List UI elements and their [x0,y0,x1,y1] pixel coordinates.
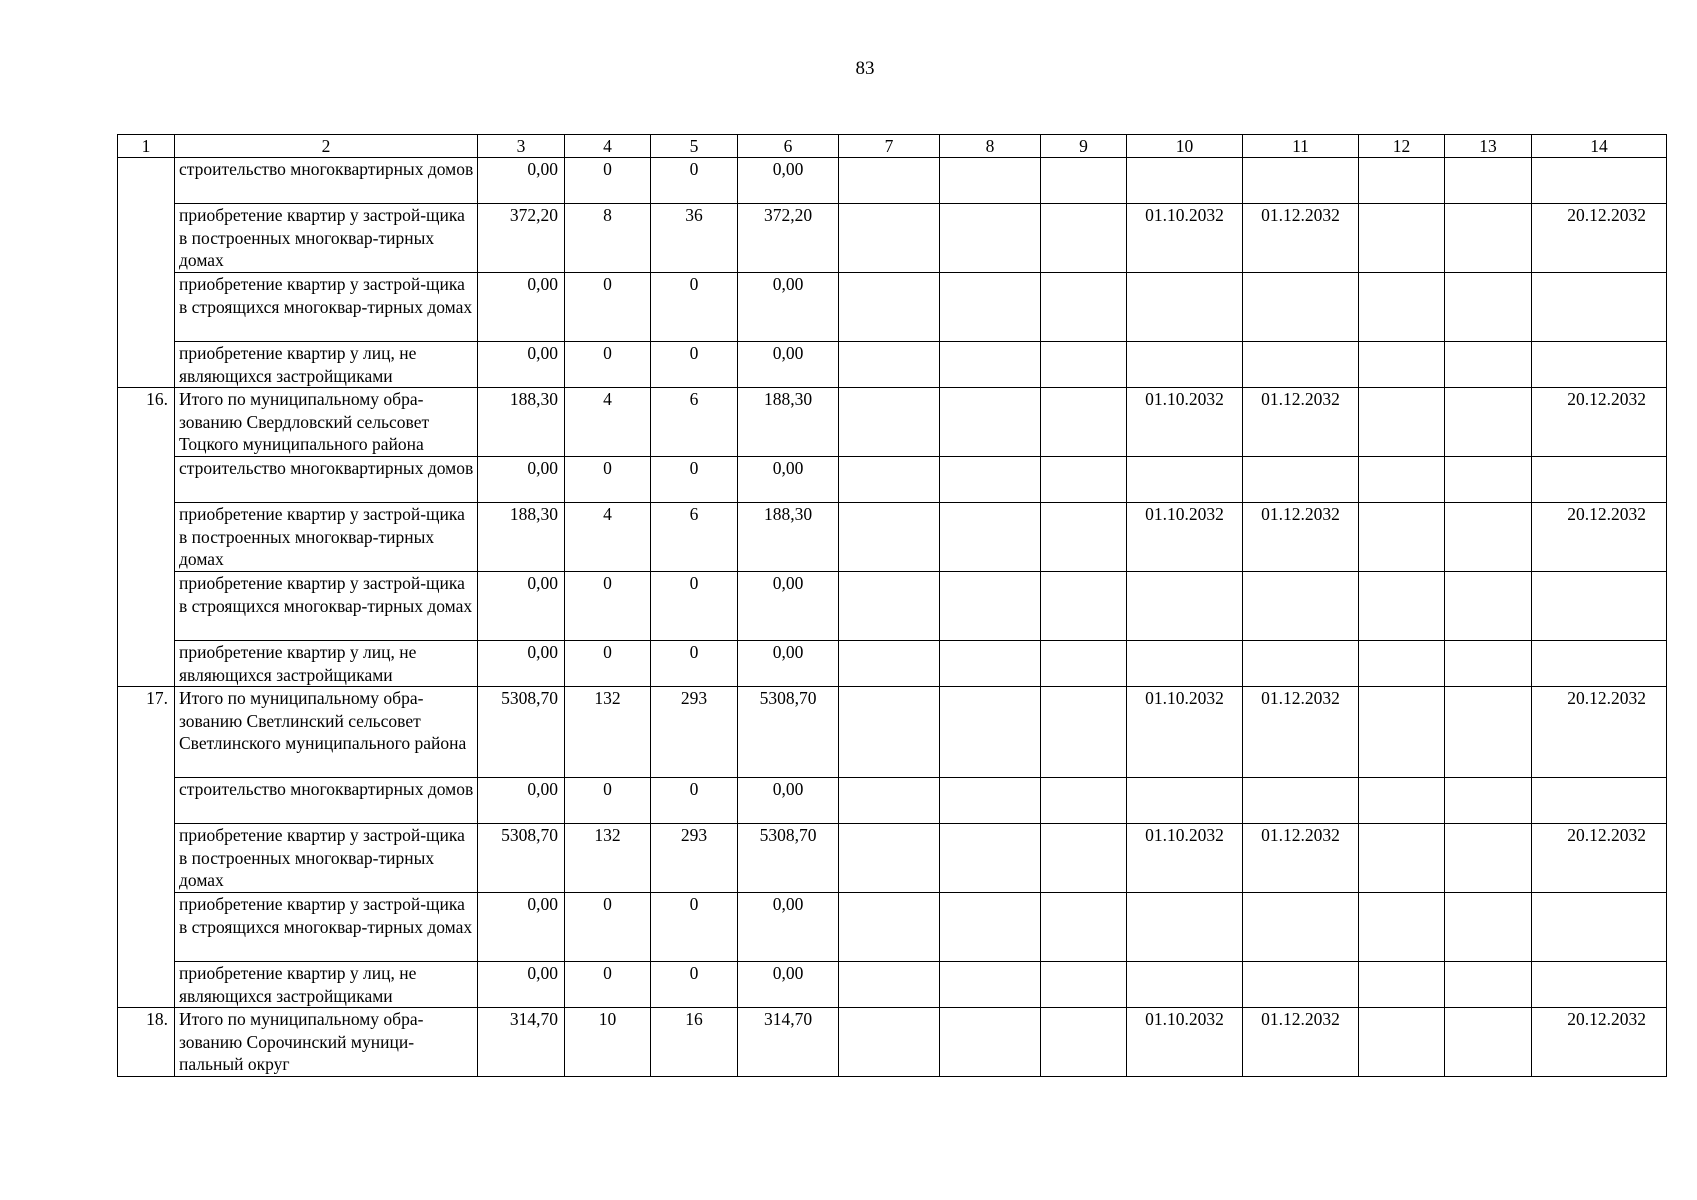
value-cell-c5: 0 [651,641,738,687]
empty-cell [839,824,940,893]
header-cell: 13 [1445,135,1532,158]
description-cell: Итого по муниципальному обра-зованию Свердловский сельсовет Тоцкого муниципального района [175,388,478,457]
empty-cell [839,204,940,273]
empty-cell [1041,1008,1127,1077]
table-row [118,158,1667,204]
header-cell: 12 [1359,135,1445,158]
empty-cell [940,204,1041,273]
value-cell-c10 [1127,778,1243,824]
empty-cell [839,687,940,778]
empty-cell [1041,457,1127,503]
value-cell-c6: 188,30 [738,388,839,457]
description-cell: приобретение квартир у лиц, не являющихся застройщиками [175,342,478,388]
value-cell-c10 [1127,457,1243,503]
table-row [118,204,1667,273]
header-cell: 9 [1041,135,1127,158]
empty-cell [1041,824,1127,893]
value-cell-c10 [1127,158,1243,204]
value-cell-c4: 0 [565,572,651,641]
description-cell: приобретение квартир у застрой-щика в строящихся многоквар-тирных домах [175,572,478,641]
row-number-cell: 16. [118,388,175,687]
value-cell-c3: 314,70 [478,1008,565,1077]
value-cell-c10: 01.10.2032 [1127,824,1243,893]
value-cell-c5: 0 [651,457,738,503]
empty-cell [1041,893,1127,962]
value-cell-c6: 5308,70 [738,687,839,778]
value-cell-c10 [1127,273,1243,342]
table-row [118,342,1667,388]
empty-cell [940,158,1041,204]
empty-cell [1359,893,1445,962]
empty-cell [1359,457,1445,503]
value-cell-c6: 0,00 [738,273,839,342]
empty-cell [1445,893,1532,962]
value-cell-c14 [1532,893,1667,962]
value-cell-c4: 132 [565,824,651,893]
empty-cell [940,962,1041,1008]
empty-cell [940,893,1041,962]
value-cell-c3: 0,00 [478,641,565,687]
empty-cell [1359,778,1445,824]
table-row [118,503,1667,572]
empty-cell [1041,273,1127,342]
empty-cell [1445,1008,1532,1077]
row-number-cell: 18. [118,1008,175,1077]
value-cell-c3: 0,00 [478,572,565,641]
description-cell: строительство многоквартирных домов [175,457,478,503]
table-row [118,778,1667,824]
value-cell-c5: 0 [651,273,738,342]
value-cell-c11 [1243,273,1359,342]
empty-cell [1359,572,1445,641]
page-number: 83 [855,58,875,79]
empty-cell [1359,641,1445,687]
empty-cell [1445,962,1532,1008]
table-row [118,388,1667,457]
value-cell-c6: 314,70 [738,1008,839,1077]
value-cell-c3: 372,20 [478,204,565,273]
value-cell-c3: 0,00 [478,962,565,1008]
value-cell-c11 [1243,641,1359,687]
value-cell-c14 [1532,158,1667,204]
header-cell: 2 [175,135,478,158]
empty-cell [1359,503,1445,572]
value-cell-c6: 0,00 [738,158,839,204]
value-cell-c14 [1532,457,1667,503]
empty-cell [940,388,1041,457]
empty-cell [1445,457,1532,503]
value-cell-c4: 0 [565,342,651,388]
value-cell-c11: 01.12.2032 [1243,204,1359,273]
header-cell: 4 [565,135,651,158]
value-cell-c5: 0 [651,158,738,204]
table-row [118,457,1667,503]
value-cell-c10 [1127,893,1243,962]
empty-cell [1445,342,1532,388]
value-cell-c5: 293 [651,687,738,778]
value-cell-c6: 0,00 [738,457,839,503]
value-cell-c6: 5308,70 [738,824,839,893]
empty-cell [1041,962,1127,1008]
value-cell-c14: 20.12.2032 [1532,687,1667,778]
empty-cell [839,457,940,503]
table-row [118,824,1667,893]
value-cell-c11 [1243,778,1359,824]
empty-cell [1041,503,1127,572]
header-row [118,135,1667,158]
value-cell-c10 [1127,962,1243,1008]
value-cell-c4: 0 [565,158,651,204]
empty-cell [1445,572,1532,641]
value-cell-c14 [1532,641,1667,687]
row-number-cell: 17. [118,687,175,1008]
value-cell-c4: 0 [565,457,651,503]
housing-program-table [117,134,1667,1077]
header-cell: 8 [940,135,1041,158]
value-cell-c5: 0 [651,342,738,388]
value-cell-c11 [1243,893,1359,962]
empty-cell [1359,1008,1445,1077]
value-cell-c14 [1532,778,1667,824]
value-cell-c3: 5308,70 [478,687,565,778]
description-cell: приобретение квартир у застрой-щика в построенных многоквар-тирных домах [175,204,478,273]
empty-cell [1359,824,1445,893]
empty-cell [1445,204,1532,273]
empty-cell [1445,273,1532,342]
value-cell-c11: 01.12.2032 [1243,687,1359,778]
value-cell-c4: 4 [565,503,651,572]
description-cell: приобретение квартир у застрой-щика в построенных многоквар-тирных домах [175,824,478,893]
table-row [118,962,1667,1008]
value-cell-c10: 01.10.2032 [1127,687,1243,778]
value-cell-c11: 01.12.2032 [1243,503,1359,572]
value-cell-c5: 6 [651,503,738,572]
header-cell: 3 [478,135,565,158]
value-cell-c6: 372,20 [738,204,839,273]
value-cell-c3: 0,00 [478,342,565,388]
empty-cell [1041,388,1127,457]
table-row [118,572,1667,641]
header-cell: 1 [118,135,175,158]
value-cell-c6: 0,00 [738,778,839,824]
empty-cell [1445,388,1532,457]
empty-cell [1445,778,1532,824]
empty-cell [839,893,940,962]
description-cell: приобретение квартир у застрой-щика в строящихся многоквар-тирных домах [175,273,478,342]
empty-cell [839,342,940,388]
empty-cell [1041,641,1127,687]
header-cell: 6 [738,135,839,158]
value-cell-c3: 188,30 [478,388,565,457]
description-cell: строительство многоквартирных домов [175,778,478,824]
value-cell-c5: 0 [651,962,738,1008]
empty-cell [1041,342,1127,388]
value-cell-c3: 5308,70 [478,824,565,893]
empty-cell [1041,572,1127,641]
value-cell-c5: 0 [651,893,738,962]
value-cell-c14 [1532,342,1667,388]
value-cell-c4: 132 [565,687,651,778]
empty-cell [940,778,1041,824]
empty-cell [1445,687,1532,778]
value-cell-c4: 10 [565,1008,651,1077]
value-cell-c10 [1127,572,1243,641]
value-cell-c3: 0,00 [478,893,565,962]
value-cell-c14: 20.12.2032 [1532,204,1667,273]
table-row [118,1008,1667,1077]
value-cell-c5: 0 [651,778,738,824]
table-row [118,641,1667,687]
value-cell-c14: 20.12.2032 [1532,503,1667,572]
value-cell-c14 [1532,273,1667,342]
table-row [118,687,1667,778]
header-cell: 7 [839,135,940,158]
value-cell-c6: 0,00 [738,641,839,687]
description-cell: приобретение квартир у лиц, не являющихся застройщиками [175,962,478,1008]
empty-cell [1445,158,1532,204]
description-cell: приобретение квартир у застрой-щика в строящихся многоквар-тирных домах [175,893,478,962]
value-cell-c10: 01.10.2032 [1127,204,1243,273]
value-cell-c6: 0,00 [738,962,839,1008]
empty-cell [839,503,940,572]
empty-cell [839,388,940,457]
value-cell-c14: 20.12.2032 [1532,1008,1667,1077]
empty-cell [1359,687,1445,778]
header-cell: 10 [1127,135,1243,158]
empty-cell [1359,273,1445,342]
value-cell-c10 [1127,342,1243,388]
empty-cell [839,572,940,641]
value-cell-c6: 0,00 [738,342,839,388]
empty-cell [839,778,940,824]
header-cell: 5 [651,135,738,158]
value-cell-c4: 0 [565,778,651,824]
empty-cell [839,273,940,342]
value-cell-c10: 01.10.2032 [1127,503,1243,572]
empty-cell [940,273,1041,342]
empty-cell [940,641,1041,687]
empty-cell [1041,687,1127,778]
table-row [118,273,1667,342]
description-cell: Итого по муниципальному обра-зованию Светлинский сельсовет Светлинского муниципального района [175,687,478,778]
empty-cell [1041,158,1127,204]
empty-cell [940,503,1041,572]
value-cell-c11 [1243,962,1359,1008]
empty-cell [1359,342,1445,388]
description-cell: строительство многоквартирных домов [175,158,478,204]
empty-cell [1445,503,1532,572]
value-cell-c11: 01.12.2032 [1243,1008,1359,1077]
value-cell-c10: 01.10.2032 [1127,1008,1243,1077]
value-cell-c5: 0 [651,572,738,641]
value-cell-c3: 0,00 [478,273,565,342]
description-cell: приобретение квартир у лиц, не являющихся застройщиками [175,641,478,687]
empty-cell [940,457,1041,503]
empty-cell [940,687,1041,778]
value-cell-c11 [1243,457,1359,503]
value-cell-c10: 01.10.2032 [1127,388,1243,457]
value-cell-c11: 01.12.2032 [1243,824,1359,893]
empty-cell [940,572,1041,641]
value-cell-c5: 6 [651,388,738,457]
value-cell-c14 [1532,962,1667,1008]
value-cell-c10 [1127,641,1243,687]
value-cell-c6: 188,30 [738,503,839,572]
value-cell-c14: 20.12.2032 [1532,824,1667,893]
empty-cell [1359,158,1445,204]
value-cell-c5: 36 [651,204,738,273]
value-cell-c11: 01.12.2032 [1243,388,1359,457]
row-number-cell [118,158,175,388]
empty-cell [940,1008,1041,1077]
empty-cell [940,342,1041,388]
empty-cell [1445,641,1532,687]
header-cell: 14 [1532,135,1667,158]
value-cell-c4: 0 [565,273,651,342]
header-cell: 11 [1243,135,1359,158]
value-cell-c4: 0 [565,962,651,1008]
empty-cell [839,1008,940,1077]
value-cell-c4: 4 [565,388,651,457]
table-row [118,893,1667,962]
empty-cell [839,641,940,687]
value-cell-c5: 293 [651,824,738,893]
value-cell-c11 [1243,572,1359,641]
value-cell-c11 [1243,342,1359,388]
empty-cell [839,158,940,204]
value-cell-c4: 8 [565,204,651,273]
value-cell-c11 [1243,158,1359,204]
empty-cell [1359,388,1445,457]
empty-cell [1359,962,1445,1008]
empty-cell [1041,204,1127,273]
value-cell-c3: 188,30 [478,503,565,572]
value-cell-c14 [1532,572,1667,641]
value-cell-c6: 0,00 [738,893,839,962]
value-cell-c6: 0,00 [738,572,839,641]
description-cell: Итого по муниципальному обра-зованию Сорочинский муници-пальный округ [175,1008,478,1077]
value-cell-c14: 20.12.2032 [1532,388,1667,457]
empty-cell [839,962,940,1008]
value-cell-c3: 0,00 [478,158,565,204]
empty-cell [1445,824,1532,893]
empty-cell [1359,204,1445,273]
value-cell-c4: 0 [565,893,651,962]
empty-cell [940,824,1041,893]
value-cell-c5: 16 [651,1008,738,1077]
empty-cell [1041,778,1127,824]
description-cell: приобретение квартир у застрой-щика в построенных многоквар-тирных домах [175,503,478,572]
value-cell-c3: 0,00 [478,457,565,503]
value-cell-c4: 0 [565,641,651,687]
value-cell-c3: 0,00 [478,778,565,824]
